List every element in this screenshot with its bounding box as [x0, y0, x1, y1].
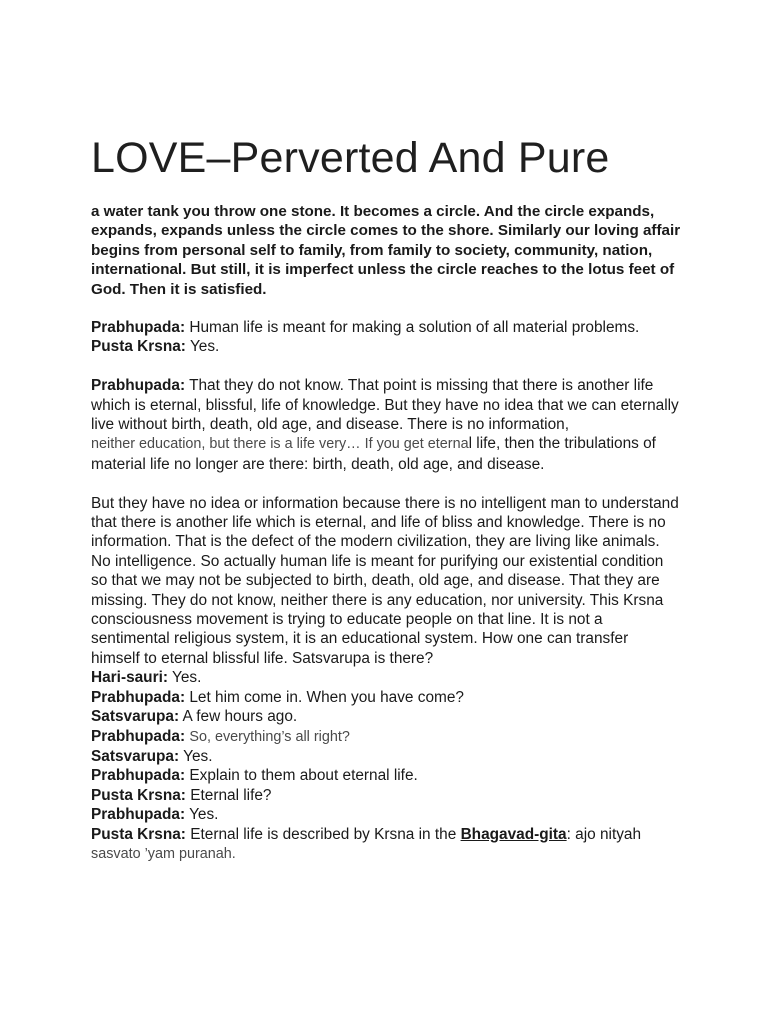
dialogue-line [91, 688, 681, 707]
dialogue-text-light: sasvato ’yam puranah. [91, 845, 236, 862]
paragraph-gap [91, 357, 681, 376]
speaker-name: Prabhupada: [91, 377, 186, 395]
bhagavad-gita-link[interactable]: Bhagavad-gita [460, 825, 567, 843]
dialogue-paragraph: But they have no idea or information because there is no intelligent man to understand that there is another life which is eternal, and life of bliss and knowledge. There is no information. That is the defect of the modern civilization, they are living like animals. No intelligence. So actually human life is meant for purifying our existential condition so that we may not be subjected to birth, death, old age, and disease. That they are missing. They do not know, neither there is any education, nor university. This Krsna consciousness movement is trying to educate people on that line. It is not a sentimental religious system, it is an educational system. How one can transfer himself to eternal blissful life. Satsvarupa is there? [91, 494, 679, 667]
speaker-name: Prabhupada: [91, 767, 186, 785]
dialogue-text-continued: : ajo nityah [566, 825, 642, 843]
dialogue-text-light: neither education, but there is a life very… If you get eterna [91, 436, 469, 453]
speaker-name: Pusta Krsna: [91, 786, 186, 804]
dialogue-text: Yes. [171, 669, 202, 687]
dialogue-line [91, 727, 681, 747]
transcript [91, 318, 681, 864]
dialogue-text: Human life is meant for making a solution of all material problems. [189, 319, 640, 336]
dialogue-text: Yes. [189, 338, 220, 356]
dialogue-line [91, 825, 681, 865]
dialogue-text: Explain to them about eternal life. [189, 767, 418, 785]
dialogue-line [91, 707, 681, 726]
dialogue-line [91, 318, 681, 337]
dialogue-line [91, 766, 681, 785]
dialogue-line [91, 786, 681, 805]
speaker-name: Pusta Krsna: [91, 825, 186, 843]
dialogue-text: Eternal life is described by Krsna in the [190, 825, 461, 843]
paragraph-gap [91, 474, 681, 493]
intro-paragraph: a water tank you throw one stone. It becomes a circle. And the circle expands, expands, expands unless the circle comes to the shore. Similarly our loving affair begins from personal self to family, from family to society, community, nation, international. But still, it is imperfect unless the circle reaches to the lotus feet of God. Then it is satisfied. [91, 203, 681, 298]
dialogue-line [91, 337, 681, 356]
speaker-name: Prabhupada: [91, 806, 186, 824]
dialogue-text: Eternal life? [190, 786, 272, 804]
dialogue-text: A few hours ago. [182, 708, 298, 726]
dialogue-line [91, 805, 681, 824]
dialogue-text: Yes. [189, 806, 219, 824]
dialogue-line [91, 668, 681, 687]
dialogue-line [91, 376, 681, 474]
dialogue-line [91, 747, 681, 766]
dialogue-text-continued: l life, then the tribulations of material life no longer are there: birth, death, old age, and disease. [91, 435, 656, 473]
speaker-name: Prabhupada: [91, 727, 186, 745]
speaker-name: Hari-sauri: [91, 669, 168, 687]
dialogue-text: That they do not know. That point is missing that there is another life which is eternal, blissful, life of knowledge. But they have no idea that we can eternally live without birth, death, old age, and disease. There is no information, [91, 377, 679, 434]
dialogue-text: Let him come in. When you have come? [189, 688, 464, 706]
page-title: LOVE–Perverted And Pure [91, 134, 610, 182]
speaker-name: Satsvarupa: [91, 708, 180, 726]
dialogue-text-light: So, everything’s all right? [189, 728, 350, 745]
dialogue-text: Yes. [183, 747, 213, 765]
speaker-name: Prabhupada: [91, 319, 186, 336]
speaker-name: Prabhupada: [91, 688, 186, 706]
speaker-name: Pusta Krsna: [91, 338, 186, 356]
speaker-name: Satsvarupa: [91, 747, 180, 765]
